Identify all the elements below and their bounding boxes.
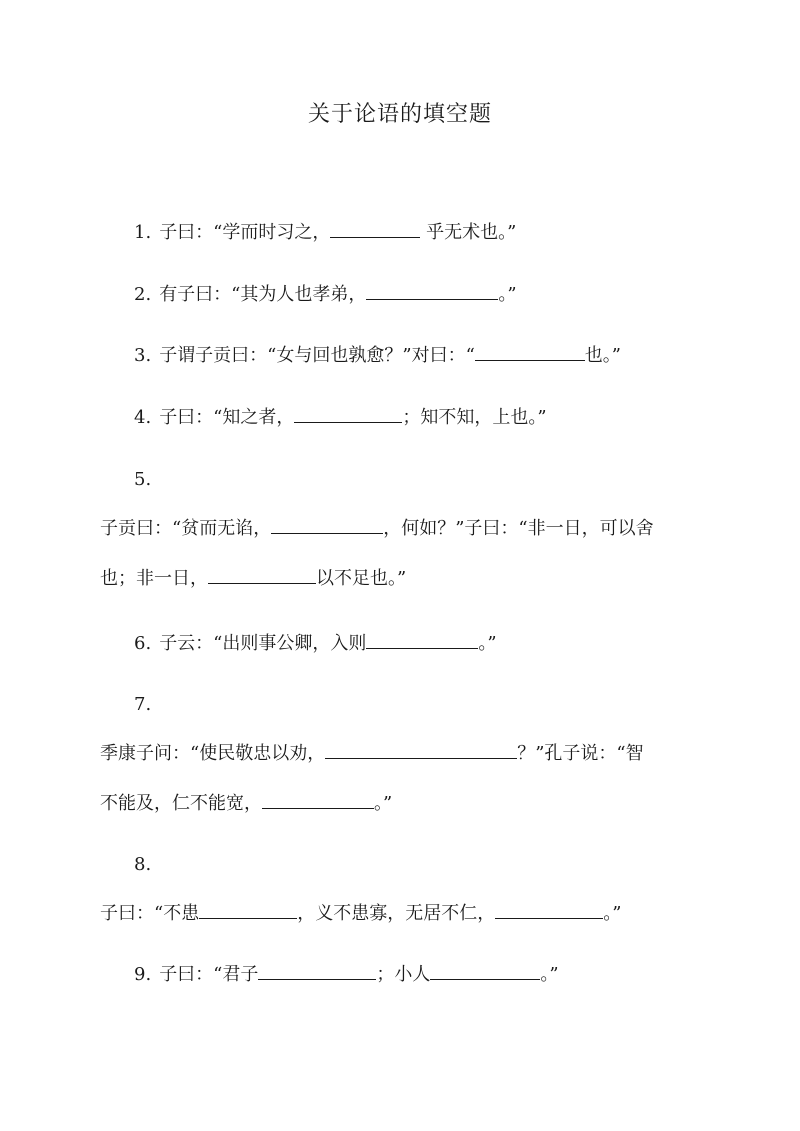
question-text: 。” xyxy=(498,284,517,305)
question-text: 。” xyxy=(603,903,622,924)
question-number: 4. xyxy=(134,407,152,428)
question-text: 乎无术也。” xyxy=(420,222,517,243)
question-7-line-2 xyxy=(100,791,392,817)
answer-blank[interactable] xyxy=(330,220,420,238)
question-5-line-2 xyxy=(100,566,406,592)
answer-blank[interactable] xyxy=(475,343,585,361)
answer-blank[interactable] xyxy=(366,282,498,300)
answer-blank[interactable] xyxy=(495,901,603,919)
question-text: 子云：“出则事公卿，入则 xyxy=(159,633,367,654)
answer-blank[interactable] xyxy=(208,566,316,584)
question-1 xyxy=(134,220,516,246)
question-number: 1. xyxy=(134,222,152,243)
answer-blank[interactable] xyxy=(199,901,297,919)
question-text: ？”孔子说：“智 xyxy=(517,743,644,764)
question-text: 有子曰：“其为人也孝弟， xyxy=(159,284,367,305)
question-text: ，何如？”子曰：“非一日，可以舍 xyxy=(383,518,654,539)
question-3 xyxy=(134,343,621,369)
question-text: 子贡曰：“贫而无谄， xyxy=(100,518,272,539)
answer-blank[interactable] xyxy=(271,516,383,534)
question-text: 子曰：“学而时习之， xyxy=(159,222,331,243)
question-text: 子谓子贡曰：“女与回也孰愈？”对曰：“ xyxy=(159,345,475,366)
answer-blank[interactable] xyxy=(258,962,376,980)
answer-blank[interactable] xyxy=(325,741,517,759)
question-text: 以不足也。” xyxy=(316,568,407,589)
question-number: 6. xyxy=(134,633,152,654)
question-text: 。” xyxy=(478,633,497,654)
question-9 xyxy=(134,962,559,988)
question-text: 子曰：“君子 xyxy=(159,964,259,985)
question-number: 2. xyxy=(134,284,152,305)
question-5-line-1 xyxy=(100,516,654,542)
answer-blank[interactable] xyxy=(430,962,540,980)
question-text: ；小人 xyxy=(376,964,431,985)
question-4 xyxy=(134,405,547,431)
question-number: 3. xyxy=(134,345,152,366)
question-text: 也；非一日， xyxy=(100,568,208,589)
question-text: ，义不患寡，无居不仁， xyxy=(297,903,496,924)
question-8-line-1 xyxy=(100,901,621,927)
answer-blank[interactable] xyxy=(294,405,402,423)
question-text: 季康子问：“使民敬忠以劝， xyxy=(100,743,326,764)
question-text: 子曰：“知之者， xyxy=(159,407,295,428)
question-8-number: 8. xyxy=(134,854,152,875)
question-7-number: 7. xyxy=(134,694,152,715)
answer-blank[interactable] xyxy=(366,631,478,649)
question-text: 不能及，仁不能宽， xyxy=(100,793,262,814)
question-text: 也。” xyxy=(584,345,621,366)
question-text: 。” xyxy=(374,793,393,814)
question-number: 9. xyxy=(134,964,152,985)
question-5-number: 5. xyxy=(134,469,152,490)
answer-blank[interactable] xyxy=(262,791,374,809)
question-6 xyxy=(134,631,497,657)
question-7-line-1 xyxy=(100,741,644,767)
question-text: 子曰：“不患 xyxy=(100,903,200,924)
page-title: 关于论语的填空题 xyxy=(307,102,492,127)
question-text: 。” xyxy=(540,964,559,985)
question-2 xyxy=(134,282,517,308)
question-text: ；知不知，上也。” xyxy=(402,407,547,428)
